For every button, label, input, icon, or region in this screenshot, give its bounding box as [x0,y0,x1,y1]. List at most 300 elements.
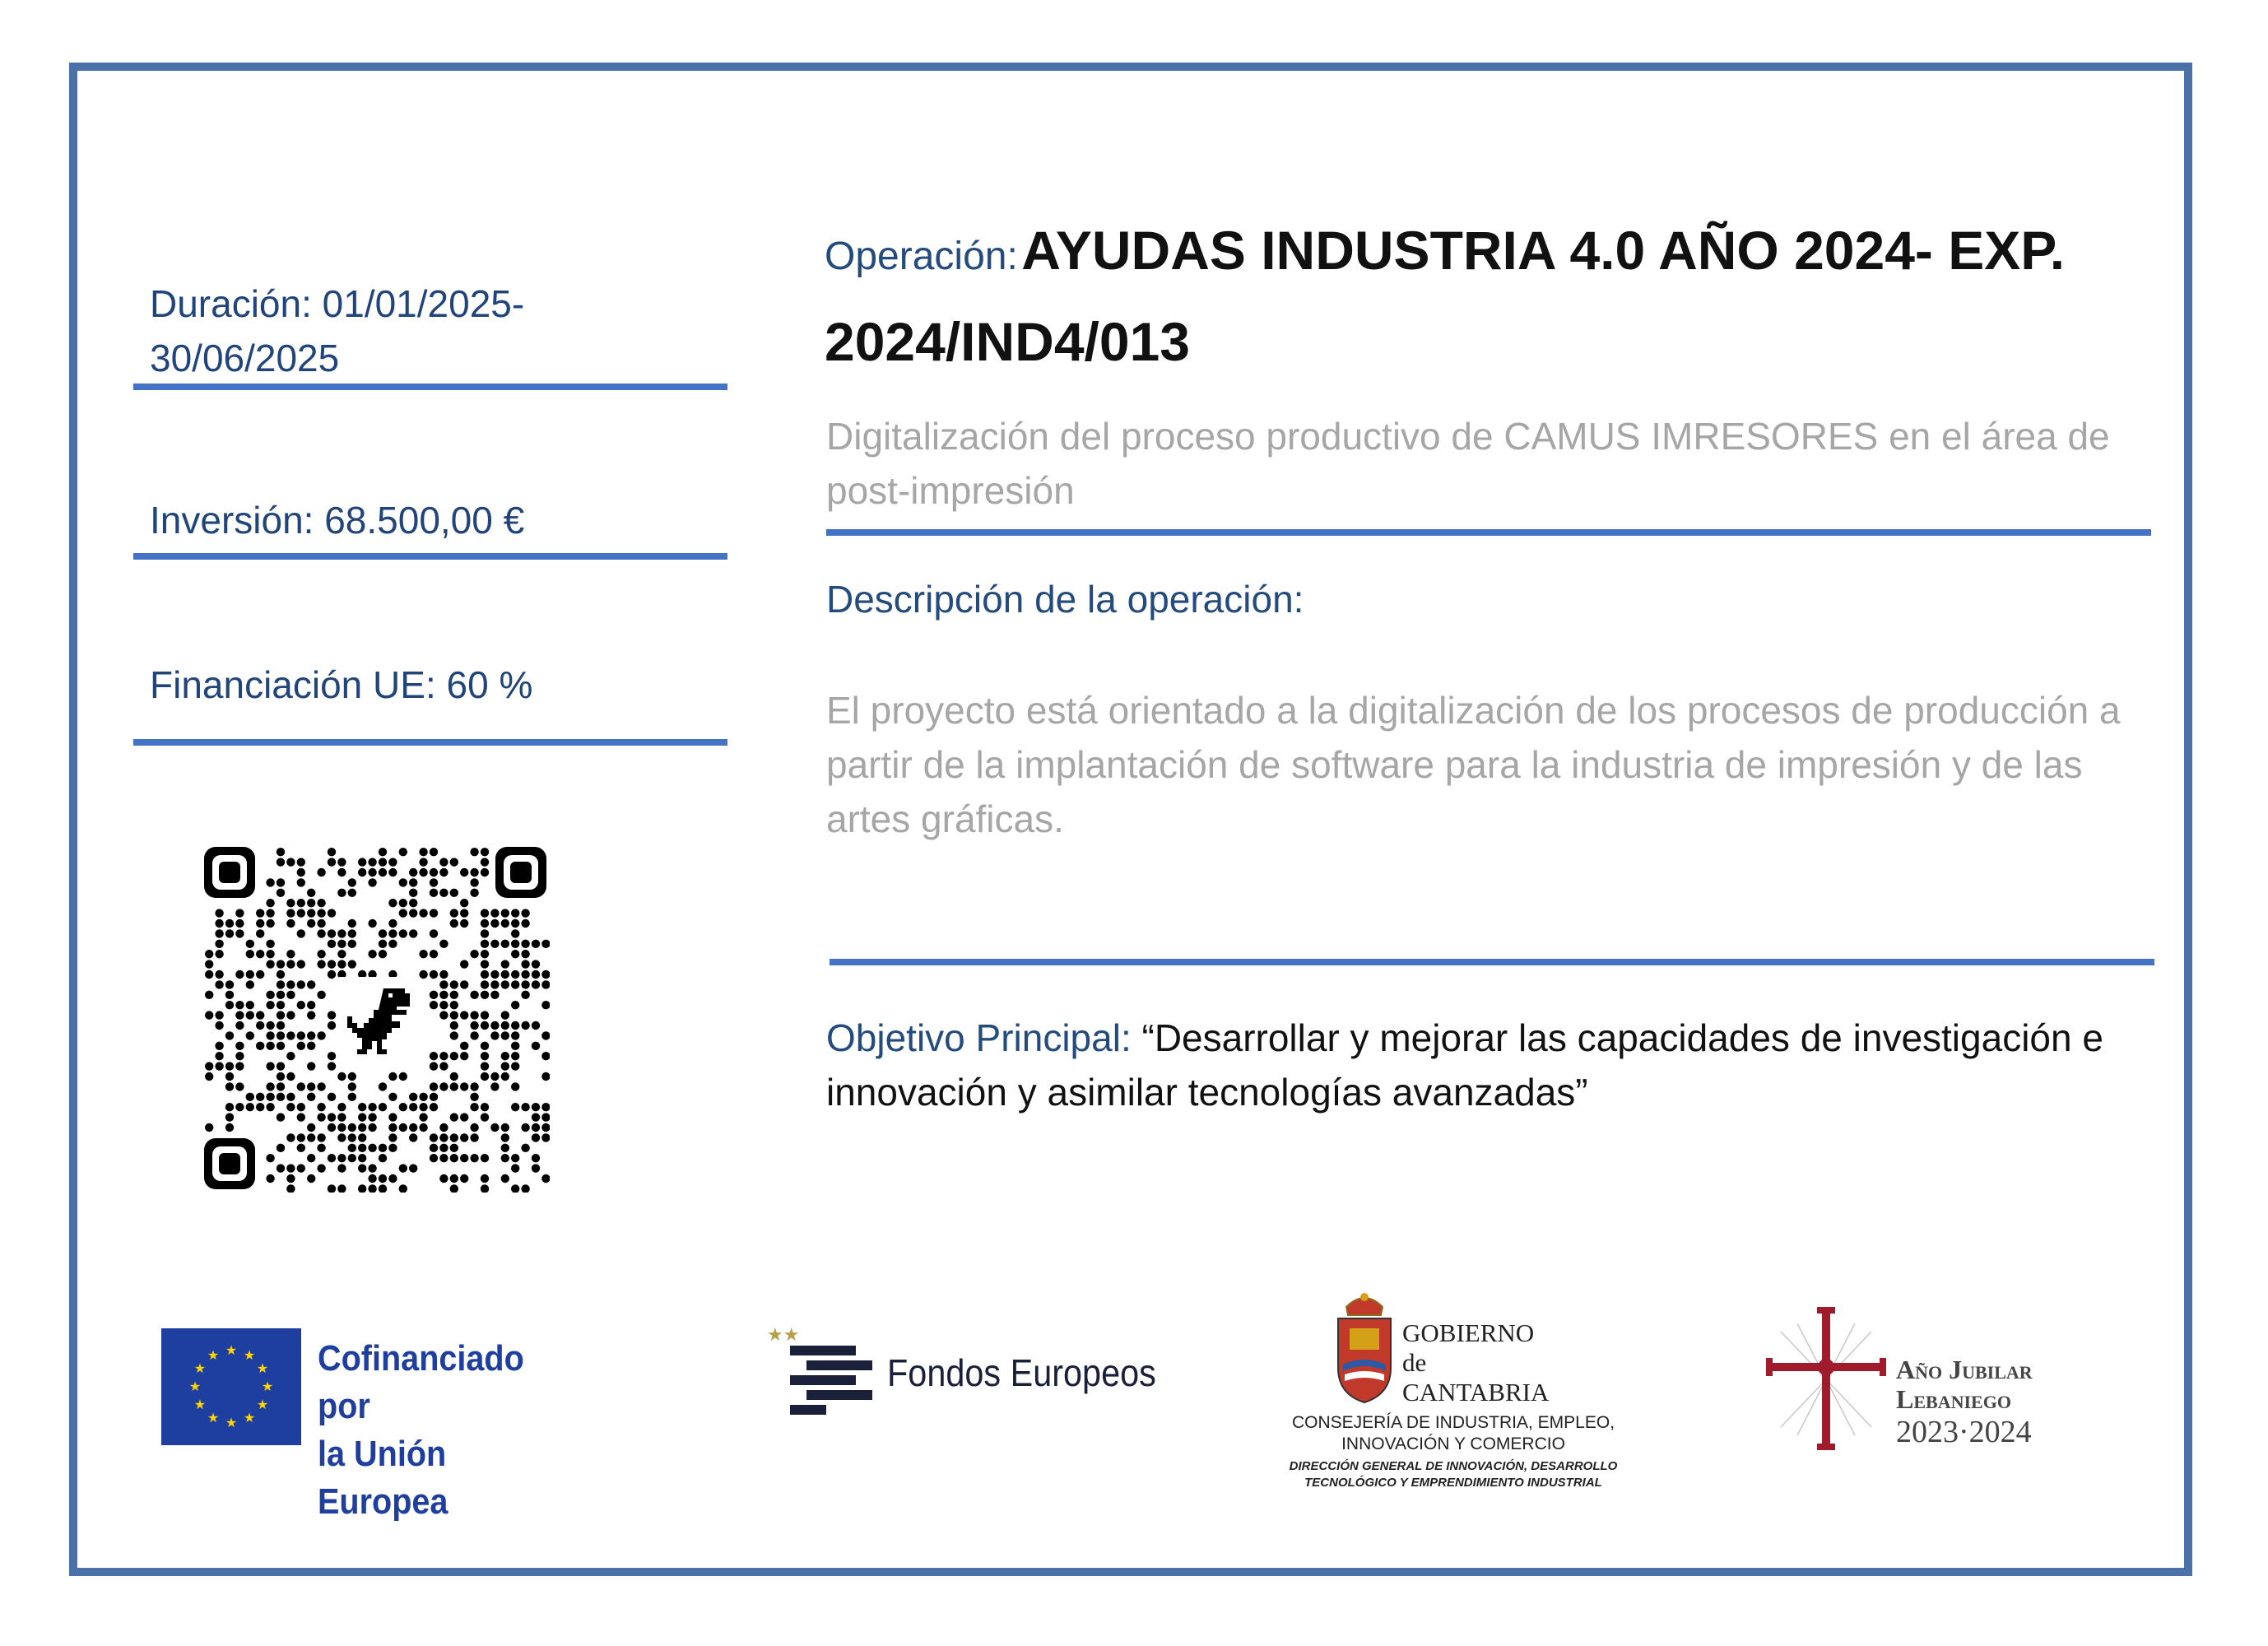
qr-module [368,868,376,876]
qr-module [256,970,264,979]
qr-module [521,970,529,979]
eu-flag-icon [161,1328,301,1445]
qr-module [277,1021,285,1030]
qr-module [266,1001,274,1009]
qr-module [246,1103,254,1111]
qr-module [490,940,499,948]
qr-module [297,929,305,937]
qr-module [328,1093,336,1101]
qr-module [490,1123,499,1132]
qr-module [450,858,458,866]
qr-module [328,1011,336,1019]
qr-module [358,858,366,866]
qr-module [521,950,529,958]
qr-module [277,1144,285,1152]
qr-module [317,960,325,968]
qr-module [470,1093,478,1101]
qr-module [379,868,387,876]
qr-module [286,858,295,866]
qr-module [430,878,438,886]
qr-module [419,1103,427,1111]
qr-module [460,1082,468,1090]
qr-module [409,909,417,917]
qr-module [501,1123,509,1132]
qr-code-graphic [201,844,550,1193]
qr-module [541,1103,550,1111]
qr-module [409,929,417,937]
svg-text:★★: ★★ [767,1325,800,1346]
qr-module [490,1031,499,1039]
qr-module [430,950,438,958]
qr-module [368,1144,376,1152]
qr-module [399,1072,407,1081]
qr-module [317,929,325,937]
qr-module [368,1164,376,1172]
qr-module [541,1001,550,1009]
qr-module [337,1072,346,1081]
fondos-europeos-icon [765,1321,881,1416]
qr-module [286,1011,295,1019]
qr-module [337,940,346,948]
qr-module [317,1164,325,1172]
qr-module [317,1133,325,1142]
qr-module [450,909,458,917]
divider [133,553,727,560]
qr-module [307,1154,315,1162]
qr-module [317,1031,325,1039]
qr-module [511,950,519,958]
qr-module [348,889,356,897]
qr-module [419,950,427,958]
qr-module [297,1113,305,1121]
qr-module [246,1001,254,1009]
qr-module [470,1154,478,1162]
qr-module [328,1123,336,1132]
qr-module [532,1103,540,1111]
qr-module [286,991,295,999]
qr-module [521,919,529,928]
qr-module [266,1082,274,1090]
qr-module [358,868,366,876]
qr-module [235,1001,244,1009]
qr-module [307,1174,315,1183]
qr-module [328,970,336,979]
qr-module [307,1093,315,1101]
qr-module [215,929,223,937]
cantabria-line2: de [1402,1348,1427,1377]
qr-module [470,848,478,856]
qr-module [460,1174,468,1183]
qr-module [460,1154,468,1162]
qr-module [348,1072,356,1081]
eu-star-icon: ★ [256,1360,269,1376]
qr-module [501,1072,509,1081]
jubilar-line2: Lebaniego [1896,1384,2011,1414]
qr-module [430,1001,438,1009]
qr-module [460,899,468,907]
qr-module [328,909,336,917]
financing-text: Financiación UE: 60 % [150,663,533,706]
qr-module [348,1082,356,1090]
qr-module [481,848,489,856]
qr-module [266,909,274,917]
qr-module [450,1082,458,1090]
qr-module [256,1042,264,1050]
qr-module [307,909,315,917]
qr-module [541,1072,550,1081]
jubilar-line3: 2023·2024 [1896,1415,2032,1449]
qr-module [328,1113,336,1121]
cantabria-logo [1280,1289,1626,1504]
qr-module [439,1133,448,1142]
qr-module [532,970,540,979]
qr-module [307,899,315,907]
qr-module [532,1133,540,1142]
qr-module [521,909,529,917]
qr-module [266,1154,274,1162]
qr-module [307,1042,315,1050]
qr-module [501,909,509,917]
eu-star-icon: ★ [193,1397,207,1412]
qr-module [286,909,295,917]
qr-module [297,1144,305,1152]
qr-module [277,1093,285,1101]
qr-module [511,929,519,937]
qr-module [399,1184,407,1193]
qr-module [481,929,489,937]
qr-module [317,1082,325,1090]
qr-module [532,1154,540,1162]
qr-module [511,1184,519,1193]
qr-module [439,1082,448,1090]
qr-module [286,1184,295,1193]
qr-module [521,991,529,999]
qr-module [490,991,499,999]
qr-module [297,960,305,968]
qr-module [379,1184,387,1193]
qr-module [460,980,468,988]
qr-module [439,1052,448,1060]
qr-module [358,1113,366,1121]
qr-module [470,950,478,958]
cantabria-line1: GOBIERNO [1402,1318,1535,1347]
qr-module [368,1113,376,1121]
qr-module [317,868,325,876]
description-label: Descripción de la operación: [826,578,1304,621]
qr-module [328,858,336,866]
qr-module [501,1133,509,1142]
qr-module [430,1082,438,1090]
qr-module [379,858,387,866]
qr-module [439,889,448,897]
qr-module [430,868,438,876]
cantabria-line6: DIRECCIÓN GENERAL DE INNOVACIÓN, DESARROLLO [1289,1459,1618,1473]
qr-module [501,980,509,988]
qr-module [541,1133,550,1142]
qr-module [511,970,519,979]
qr-module [368,878,376,886]
qr-module [215,940,223,948]
qr-module [256,909,264,917]
qr-module [430,991,438,999]
qr-module [266,1174,274,1183]
qr-module [215,1021,223,1030]
qr-module [328,1052,336,1060]
qr-module [399,929,407,937]
eu-star-icon: ★ [261,1379,274,1394]
qr-module [481,1103,489,1111]
qr-module [460,919,468,928]
qr-module [439,1011,448,1019]
qr-module [521,1184,529,1193]
qr-module [430,848,438,856]
qr-module [307,1133,315,1142]
qr-module [215,919,223,928]
qr-module [277,970,285,979]
qr-module [470,1031,478,1039]
qr-module [348,919,356,928]
qr-module [481,1184,489,1193]
qr-module [328,940,336,948]
qr-module [399,1164,407,1172]
qr-module [521,1123,529,1132]
qr-module [419,868,427,876]
qr-module [450,1052,458,1060]
qr-module [215,950,223,958]
qr-module [409,1093,417,1101]
qr-module [470,878,478,886]
divider [133,739,727,746]
qr-module [501,960,509,968]
operation-block [825,212,2158,395]
qr-module [266,919,274,928]
qr-module [501,1031,509,1039]
qr-module [439,858,448,866]
qr-module [337,889,346,897]
qr-module [409,878,417,886]
qr-module [481,970,489,979]
objective-label: Objetivo Principal: [826,1016,1132,1059]
qr-module [450,919,458,928]
qr-module [450,1174,458,1183]
qr-module [205,991,213,999]
qr-module [337,858,346,866]
qr-module [337,960,346,968]
qr-module [379,1082,387,1090]
qr-module [337,1133,346,1142]
qr-module [439,1001,448,1009]
qr-module [256,1093,264,1101]
qr-module [266,991,274,999]
qr-module [317,1113,325,1121]
dinosaur-icon [339,977,418,1062]
operation-title: AYUDAS INDUSTRIA 4.0 AÑO 2024- EXP. 2024/IND4/013 [825,220,2066,372]
qr-module [277,878,285,886]
qr-module [235,1103,244,1111]
qr-module [430,1062,438,1070]
qr-module [277,960,285,968]
qr-module [235,1042,244,1050]
qr-module [399,1103,407,1111]
qr-module [490,1021,499,1030]
qr-module [235,929,244,937]
jubilar-line1: Año Jubilar [1896,1355,2033,1384]
qr-module [225,991,234,999]
qr-code-icon[interactable] [201,844,550,1193]
qr-module [246,950,254,958]
qr-module [450,1001,458,1009]
qr-module [481,1062,489,1070]
qr-module [501,1021,509,1030]
qr-module [490,970,499,979]
qr-module [450,1154,458,1162]
qr-module [246,970,254,979]
qr-module [532,980,540,988]
qr-module [439,1123,448,1132]
qr-module [266,899,274,907]
qr-module [368,950,376,958]
qr-module [388,919,397,928]
qr-module [388,929,397,937]
qr-module [215,1062,223,1070]
qr-module [481,858,489,866]
qr-module [399,899,407,907]
qr-module [501,940,509,948]
qr-module [337,1123,346,1132]
qr-module [307,1001,315,1009]
qr-module [450,991,458,999]
qr-module [430,1133,438,1142]
qr-module [277,991,285,999]
qr-module [286,1164,295,1172]
qr-module [368,919,376,928]
qr-module [358,1133,366,1142]
eu-star-icon: ★ [243,1346,256,1363]
qr-module [297,1042,305,1050]
qr-module [388,1144,397,1152]
qr-module [470,1123,478,1132]
qr-module [307,889,315,897]
qr-module [348,929,356,937]
qr-module [277,1062,285,1070]
qr-module [368,858,376,866]
qr-module [399,909,407,917]
qr-module [470,889,478,897]
qr-module [470,868,478,876]
qr-module [277,1011,285,1019]
qr-module [277,1072,285,1081]
qr-module [388,1093,397,1101]
qr-module [450,1021,458,1030]
qr-module [235,919,244,928]
qr-module [409,889,417,897]
qr-module [256,950,264,958]
qr-module [481,980,489,988]
qr-module [481,1011,489,1019]
qr-module [266,878,274,886]
qr-module [368,1184,376,1193]
qr-module [379,929,387,937]
objective-text: “Desarrollar y mejorar las capacidades de investigación e innovación y asimilar tecnologías avanzadas” [826,1016,2103,1114]
qr-module [368,1103,376,1111]
qr-module [348,960,356,968]
qr-module [307,1011,315,1019]
qr-module [205,1011,213,1019]
qr-module [277,1031,285,1039]
qr-module [337,929,346,937]
qr-module [450,1072,458,1081]
qr-module [450,1184,458,1193]
qr-module [307,1123,315,1132]
qr-module [297,980,305,988]
qr-module [490,980,499,988]
qr-module [328,1021,336,1030]
qr-module [379,1144,387,1152]
qr-module [430,1154,438,1162]
qr-module [511,940,519,948]
qr-module [235,1082,244,1090]
qr-module [286,950,295,958]
qr-module [541,1052,550,1060]
qr-module [439,970,448,979]
qr-module [388,1072,397,1081]
cantabria-shield-icon [1332,1289,1397,1404]
fondos-europeos-text: Fondos Europeos [887,1351,1156,1394]
operation-label: Operación: [825,235,1018,278]
qr-module [337,1103,346,1111]
divider [133,384,727,390]
qr-module [532,1113,540,1121]
qr-module [297,868,305,876]
qr-module [501,1144,509,1152]
qr-module [246,1031,254,1039]
qr-module [348,940,356,948]
qr-module [225,1001,234,1009]
qr-module [430,1103,438,1111]
qr-module [460,1113,468,1121]
qr-module [337,1184,346,1193]
qr-module [297,1082,305,1090]
qr-module [358,1184,366,1193]
qr-module [521,1144,529,1152]
qr-module [246,980,254,988]
qr-module [490,919,499,928]
qr-module [286,1174,295,1183]
qr-module [419,858,427,866]
qr-module [490,1072,499,1081]
qr-module [205,950,213,958]
qr-module [450,980,458,988]
qr-module [235,970,244,979]
qr-module [388,1133,397,1142]
qr-module [430,970,438,979]
qr-module [286,1133,295,1142]
qr-module [460,1011,468,1019]
qr-module [266,1021,274,1030]
qr-module [297,1103,305,1111]
qr-module [286,1072,295,1081]
qr-module [501,1052,509,1060]
qr-module [235,1021,244,1030]
qr-module [460,1133,468,1142]
qr-module [297,1031,305,1039]
qr-module [470,1021,478,1030]
qr-module [297,858,305,866]
qr-module [235,1011,244,1019]
qr-module [205,1123,213,1132]
qr-module [348,1144,356,1152]
qr-module [256,919,264,928]
